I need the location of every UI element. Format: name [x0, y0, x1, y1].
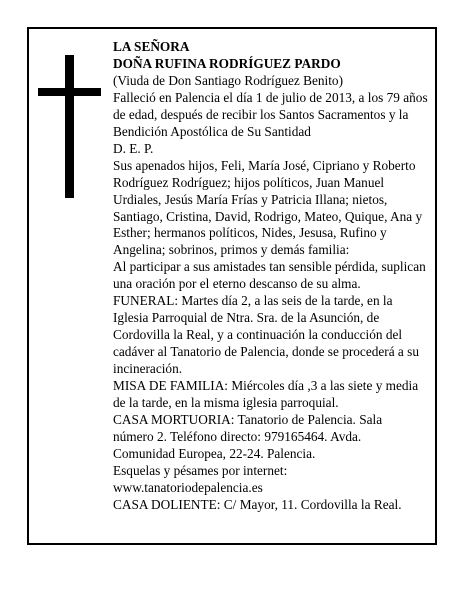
cross-vertical-bar: [65, 55, 74, 198]
internet-intro: Esquelas y pésames por internet:: [113, 462, 288, 478]
latin-cross-icon: [38, 55, 101, 198]
mortuary-paragraph: CASA MORTUORIA: Tanatorio de Palencia. Sala número 2. Teléfono directo: 979165464. Avda. Comunidad Europea, 22-24. Palencia.: [113, 411, 383, 461]
website-link[interactable]: www.tanatoriodepalencia.es: [113, 479, 263, 495]
mourning-home: CASA DOLIENTE: C/ Mayor, 11. Cordovilla la Real.: [113, 496, 402, 512]
notice-heading: LA SEÑORA: [113, 39, 190, 54]
family-mass-paragraph: MISA DE FAMILIA: Miércoles día ,3 a las siete y media de la tarde, en la misma iglesia parroquial.: [113, 378, 419, 411]
funeral-paragraph: FUNERAL: Martes día 2, a las seis de la tarde, en la Iglesia Parroquial de Ntra. Sra. de la Asunción, de Cordovilla la Real, y a continuación la conducción del cadáver al Tanatorio de Palencia, donde se procederá a su incineración.: [113, 293, 419, 377]
widow-of: (Viuda de Don Santiago Rodríguez Benito): [113, 72, 344, 88]
family-paragraph: Sus apenados hijos, Feli, María José, Cipriano y Roberto Rodríguez Rodríguez; hijos políticos, Juan Manuel Urdiales, Jesús María Frías y Patricia Illana; nietos, Santiago, Cristina, David, Rodrigo, Mateo, Quique, Ana y Esther; hermanos políticos, Nides, Jesusa, Rufino y Angelina; sobrinos, primos y demás familia:: [113, 157, 423, 258]
cross-horizontal-bar: [38, 88, 101, 96]
deceased-name: DOÑA RUFINA RODRÍGUEZ PARDO: [113, 55, 341, 71]
obituary-text: [113, 39, 429, 514]
rip-line: D. E. P.: [113, 140, 154, 156]
death-notice: Falleció en Palencia el día 1 de julio de 2013, a los 79 años de edad, después de recibir los Santos Sacramentos y la Bendición Apostólica de Su Santidad: [113, 89, 428, 139]
request-paragraph: Al participar a sus amistades tan sensible pérdida, suplican una oración por el eterno descanso de su alma.: [113, 259, 426, 292]
